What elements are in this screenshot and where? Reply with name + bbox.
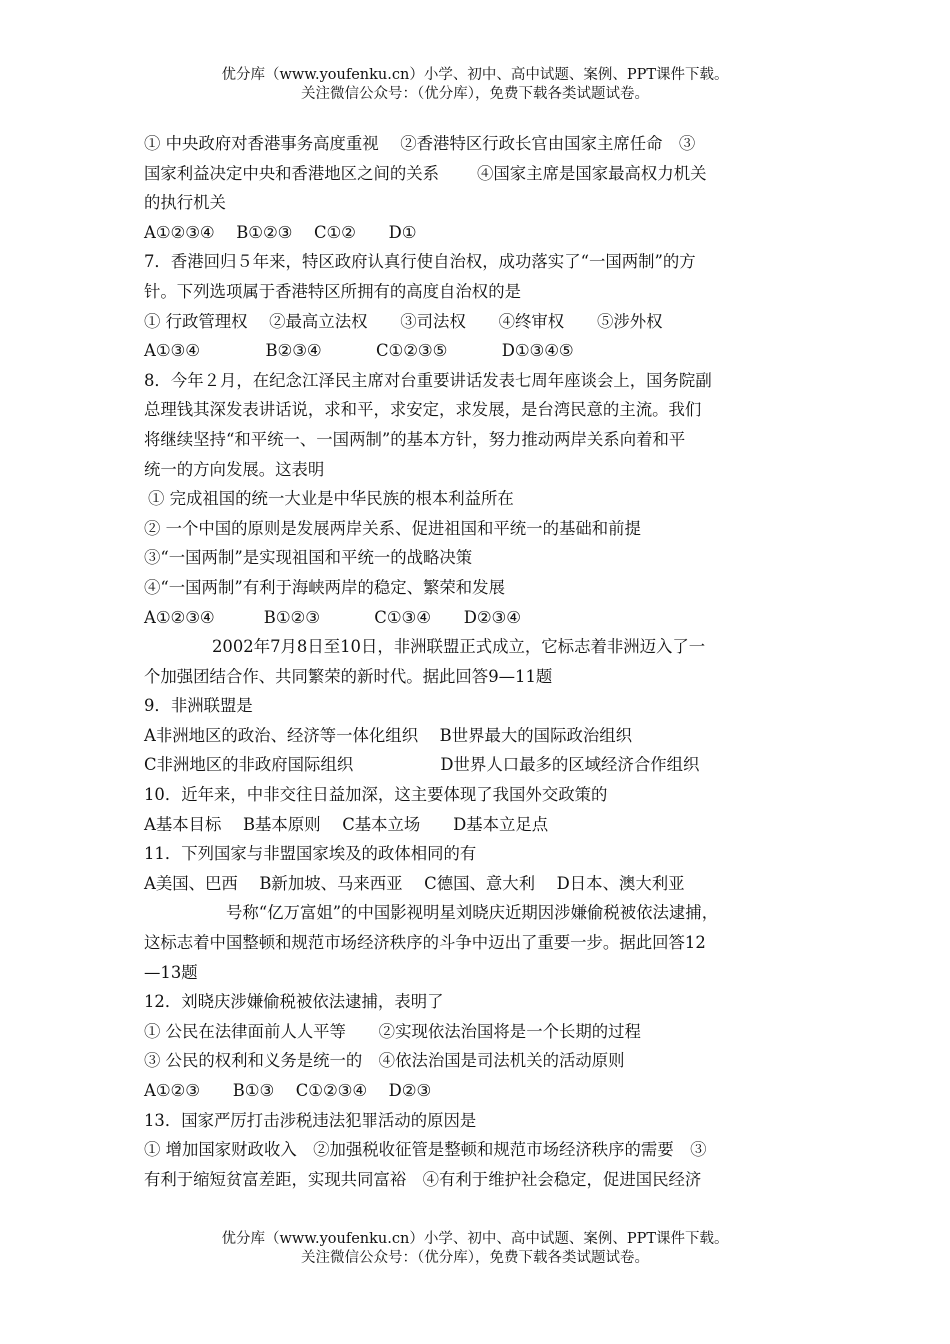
page-header <box>0 66 950 104</box>
answer-options: A①②③ B①③ C①②③④ D②③ <box>144 1081 432 1100</box>
header-line-1: 优分库（www.youfenku.cn）小学、初中、高中试题、案例、PPT课件下载。 <box>221 67 729 83</box>
text-line: 总理钱其深发表讲话说，求和平，求安定，求发展，是台湾民意的主流。我们 <box>144 400 702 420</box>
footer-line-2: 关注微信公众号：（优分库），免费下载各类试题试卷。 <box>301 1250 649 1266</box>
question-13: 13．国家严厉打击涉税违法犯罪活动的原因是 <box>144 1110 477 1130</box>
text-line: ① 中央政府对香港事务高度重视 ②香港特区行政长官由国家主席任命 ③ <box>144 134 696 153</box>
question-7: 7．香港回归５年来，特区政府认真行使自治权，成功落实了“一国两制”的方 <box>144 252 696 272</box>
answer-options: A①②③④ B①②③ C①② D① <box>144 222 417 242</box>
text-line: ③“一国两制”是实现祖国和平统一的战略决策 <box>144 548 473 568</box>
answer-options: A①②③④ B①②③ C①③④ D②③④ <box>144 607 521 627</box>
text-line: ① 行政管理权 ②最高立法权 ③司法权 ④终审权 ⑤涉外权 <box>144 311 663 331</box>
answer-options: C非洲地区的非政府国际组织 D世界人口最多的区域经济合作组织 <box>144 755 700 775</box>
text-line: 个加强团结合作、共同繁荣的新时代。据此回答9—11题 <box>144 666 553 686</box>
answer-options: A美国、巴西 B新加坡、马来西亚 C德国、意大利 D日本、澳大利亚 <box>144 873 685 893</box>
question-11: 11．下列国家与非盟国家埃及的政体相同的有 <box>144 844 477 864</box>
text-line: ① 完成祖国的统一大业是中华民族的根本利益所在 <box>148 489 514 509</box>
text-line: ① 公民在法律面前人人平等 ②实现依法治国将是一个长期的过程 <box>144 1021 641 1041</box>
answer-options: A基本目标 B基本原则 C基本立场 D基本立足点 <box>144 814 549 834</box>
text-line: 的执行机关 <box>144 193 226 213</box>
question-8: 8．今年２月，在纪念江泽民主席对台重要讲话发表七周年座谈会上，国务院副 <box>144 370 712 390</box>
text-line: 针。下列选项属于香港特区所拥有的高度自治权的是 <box>144 281 521 301</box>
passage-intro: 2002年7月8日至10日，非洲联盟正式成立，它标志着非洲迈入了一 <box>212 637 706 657</box>
page-footer <box>0 1230 950 1268</box>
footer-line-1: 优分库（www.youfenku.cn）小学、初中、高中试题、案例、PPT课件下载。 <box>221 1231 729 1247</box>
text-line: ④“一国两制”有利于海峡两岸的稳定、繁荣和发展 <box>144 577 505 597</box>
text-line: —13题 <box>144 962 198 982</box>
question-12: 12．刘晓庆涉嫌偷税被依法逮捕，表明了 <box>144 992 444 1012</box>
text-line: 国家利益决定中央和香港地区之间的关系 ④国家主席是国家最高权力机关 <box>144 163 707 183</box>
answer-options: A①③④ B②③④ C①②③⑤ D①③④⑤ <box>144 341 574 361</box>
text-line: ① 增加国家财政收入 ②加强税收征管是整顿和规范市场经济秩序的需要 ③ <box>144 1140 707 1160</box>
answer-options: A非洲地区的政治、经济等一体化组织 B世界最大的国际政治组织 <box>144 725 633 745</box>
question-9: 9．非洲联盟是 <box>144 696 253 716</box>
text-line: 这标志着中国整顿和规范市场经济秩序的斗争中迈出了重要一步。据此回答12 <box>144 933 706 953</box>
text-line: 将继续坚持“和平统一、一国两制”的基本方针，努力推动两岸关系向着和平 <box>144 429 686 449</box>
text-line: 有利于缩短贫富差距，实现共同富裕 ④有利于维护社会稳定，促进国民经济 <box>144 1169 702 1189</box>
text-line: ③ 公民的权利和义务是统一的 ④依法治国是司法机关的活动原则 <box>144 1051 625 1071</box>
document-body <box>144 129 824 1194</box>
passage-intro: 号称“亿万富姐”的中国影视明星刘晓庆近期因涉嫌偷税被依法逮捕， <box>226 903 719 923</box>
header-line-2: 关注微信公众号：（优分库），免费下载各类试题试卷。 <box>301 86 649 102</box>
text-line: ② 一个中国的原则是发展两岸关系、促进祖国和平统一的基础和前提 <box>144 518 641 538</box>
question-10: 10．近年来，中非交往日益加深，这主要体现了我国外交政策的 <box>144 785 608 805</box>
text-line: 统一的方向发展。这表明 <box>144 459 325 479</box>
